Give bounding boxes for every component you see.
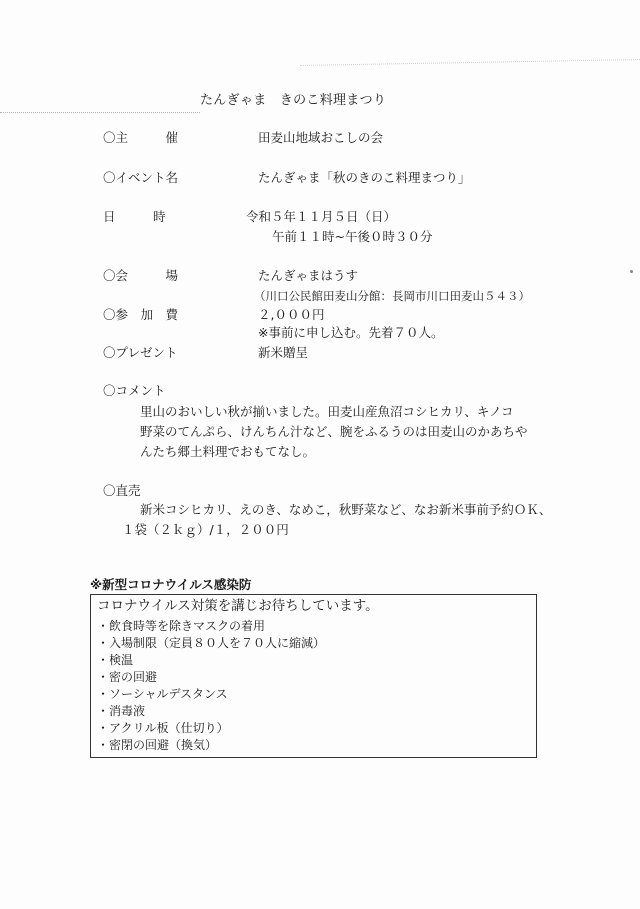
- covid-measure-item: ・入場制限（定員８０人を７０人に縮減）: [97, 636, 326, 650]
- direct-sale-label: 〇直売: [103, 483, 141, 498]
- direct-sale-line: 新米コシヒカリ、えのき、なめこ，秋野菜など、なお新米事前予約ＯＫ、: [140, 502, 552, 517]
- scan-artifact-line: [0, 112, 200, 113]
- comment-line: 里山のおいしい秋が揃いました。田麦山産魚沼コシヒカリ、キノコ: [140, 404, 514, 419]
- document-title: たんぎゃま きのこ料理まつり: [200, 93, 387, 108]
- event-name-label: 〇イベント名: [103, 170, 179, 185]
- covid-measure-item: ・アクリル板（仕切り）: [97, 721, 229, 735]
- direct-sale-line: １袋（２ｋｇ）/１，２００円: [122, 522, 289, 537]
- covid-measure-item: ・消毒液: [97, 704, 146, 718]
- datetime-label: 日 時: [103, 209, 166, 224]
- fee-label: 〇参 加 費: [103, 307, 179, 322]
- covid-measures-heading: コロナウイルス対策を講じお待ちしています。: [97, 598, 379, 614]
- present-label: 〇プレゼント: [103, 345, 178, 360]
- event-name-value: たんぎゃま「秋のきのこ料理まつり」: [258, 170, 471, 185]
- scan-artifact-dot: [630, 270, 633, 273]
- organizer-value: 田麦山地域おこしの会: [258, 130, 384, 145]
- covid-measure-item: ・密の回避: [97, 670, 158, 684]
- comment-line: 野菜のてんぷら、けんちん汁など、腕をふるうのは田麦山のかあちや: [140, 424, 528, 439]
- comment-label: 〇コメント: [103, 383, 166, 398]
- covid-measure-item: ・飲食時等を除きマスクの着用: [97, 619, 266, 633]
- venue-label: 〇会 場: [103, 268, 179, 283]
- covid-measure-item: ・ソーシャルデスタンス: [97, 687, 228, 701]
- fee-value: ２,０００円: [258, 307, 325, 322]
- covid-notice-heading: ※新型コロナウイルス感染防: [90, 577, 252, 592]
- datetime-time: 午前１１時~午後０時３０分: [272, 229, 433, 244]
- venue-value: たんぎゃまはうす: [258, 268, 359, 283]
- scan-artifact-line: [300, 59, 640, 66]
- fee-note: ※事前に申し込む。先着７０人。: [258, 325, 444, 340]
- datetime-date: 令和５年１１月５日（日）: [246, 209, 397, 224]
- present-value: 新米贈呈: [258, 345, 309, 360]
- venue-detail: （川口公民館田麦山分館：長岡市川口田麦山５４３）: [254, 289, 530, 303]
- comment-line: んたち郷土料理でおもてなし。: [140, 444, 316, 459]
- organizer-label: 〇主 催: [103, 130, 179, 145]
- covid-measure-item: ・密閉の回避（換気）: [97, 738, 218, 752]
- covid-measure-item: ・検温: [97, 653, 134, 667]
